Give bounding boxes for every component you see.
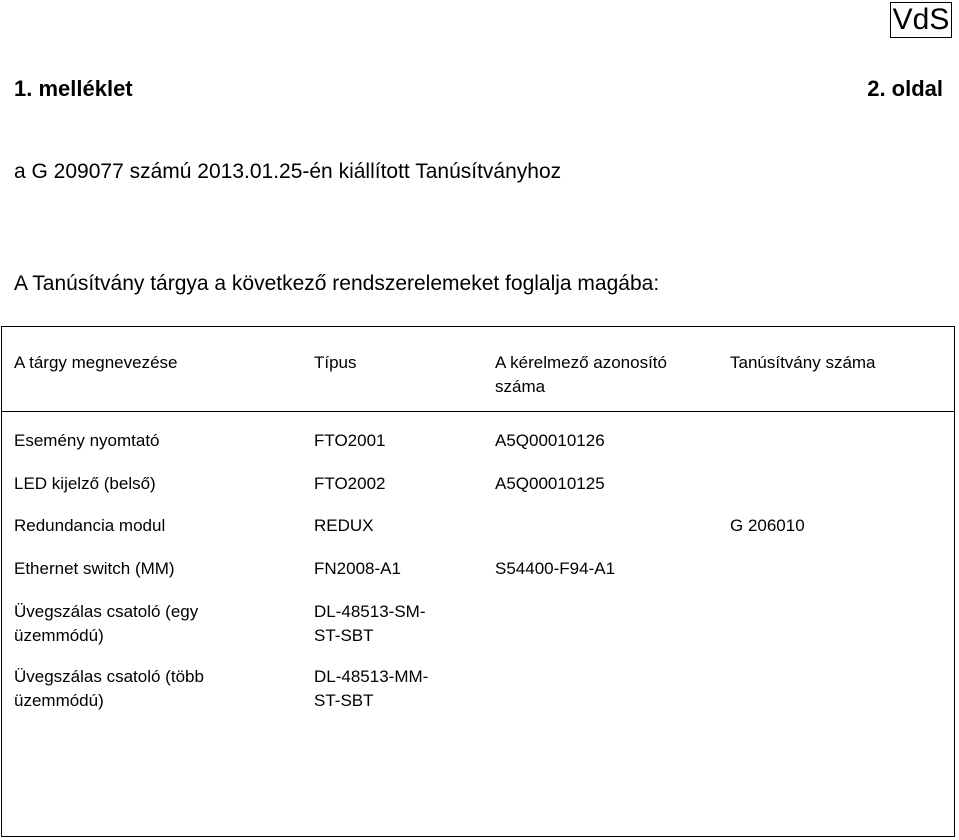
column-header-cert-no: Tanúsítvány száma [730, 353, 876, 372]
row-4-name: Ethernet switch (MM) [14, 559, 175, 578]
header-divider [2, 411, 954, 412]
row-5-type: DL-48513-SM- ST-SBT [314, 602, 426, 645]
intro-text: A Tanúsítvány tárgya a következő rendszerelemeket foglalja magába: [14, 272, 660, 295]
row-3-name: Redundancia modul [14, 516, 166, 535]
row-1-name: Esemény nyomtató [14, 431, 160, 450]
certificate-number: G 206010 [730, 516, 805, 535]
row-1-type: FTO2001 [314, 431, 386, 450]
column-header-name: A tárgy megnevezése [14, 353, 178, 372]
column-header-applicant-id: A kérelmező azonosító száma [495, 353, 667, 396]
components-table [1, 326, 955, 837]
row-4-type: FN2008-A1 [314, 559, 401, 578]
row-5-name: Üvegszálas csatoló (egy üzemmódú) [14, 602, 199, 645]
row-6-name: Üvegszálas csatoló (több üzemmódú) [14, 667, 204, 710]
row-2-name: LED kijelző (belső) [14, 474, 156, 493]
row-2-applicant-id: A5Q00010125 [495, 474, 605, 493]
page-number: 2. oldal [867, 76, 943, 101]
row-6-type: DL-48513-MM- ST-SBT [314, 667, 429, 710]
row-2-type: FTO2002 [314, 474, 386, 493]
annex-label: 1. melléklet [14, 76, 133, 101]
row-1-applicant-id: A5Q00010126 [495, 431, 605, 450]
column-header-type: Típus [314, 353, 357, 372]
row-4-applicant-id: S54400-F94-A1 [495, 559, 616, 578]
row-3-type: REDUX [314, 516, 374, 535]
certificate-reference: a G 209077 számú 2013.01.25-én kiállított Tanúsítványhoz [14, 160, 562, 183]
vds-logo: VdS [890, 2, 952, 38]
